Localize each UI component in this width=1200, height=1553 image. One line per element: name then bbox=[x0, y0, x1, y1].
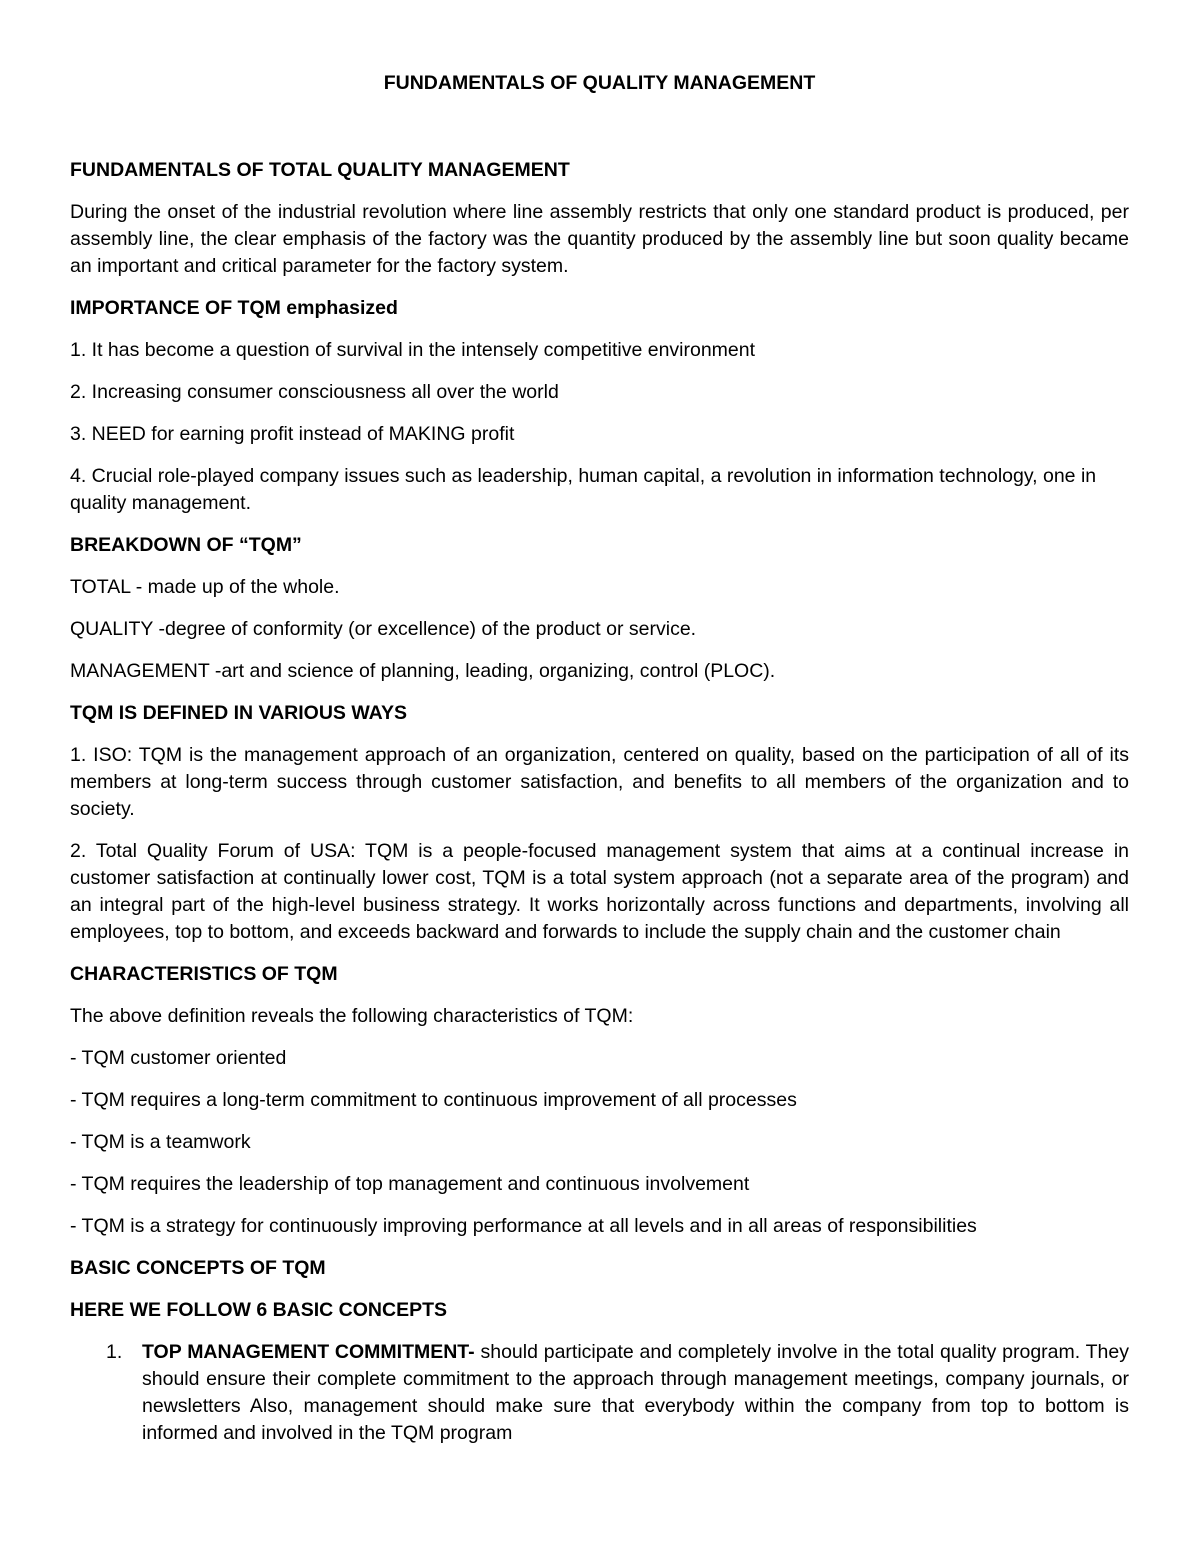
characteristic-item-2: - TQM requires a long-term commitment to continuous improvement of all processes bbox=[70, 1089, 797, 1111]
concept-item-1 bbox=[70, 1339, 1129, 1447]
paragraph-industrial-revolution: During the onset of the industrial revolution where line assembly restricts that only one standard product is produced, per assembly line, the clear emphasis of the factory was the quantity produced by the assembly line but soon quality became an important and critical parameter for the factory system. bbox=[70, 201, 1129, 277]
characteristic-item-4: - TQM requires the leadership of top management and continuous involvement bbox=[70, 1173, 750, 1195]
concepts-list bbox=[70, 1339, 1129, 1447]
definition-total-quality-forum: 2. Total Quality Forum of USA: TQM is a people-focused management system that aims at a continual increase in customer satisfaction at continually lower cost, TQM is a total system approach (not a separate area of the program) and an integral part of the high-level business strategy. It works horizontally across functions and departments, involving all employees, top to bottom, and exceeds backward and forwards to include the supply chain and the customer chain bbox=[70, 840, 1129, 943]
characteristics-intro: The above definition reveals the following characteristics of TQM: bbox=[70, 1005, 634, 1027]
concept-item-number: 1. bbox=[106, 1341, 123, 1363]
concept-item-lead: TOP MANAGEMENT COMMITMENT- bbox=[142, 1341, 475, 1363]
importance-item-3: 3. NEED for earning profit instead of MAKING profit bbox=[70, 423, 515, 445]
importance-item-4: 4. Crucial role-played company issues such as leadership, human capital, a revolution in information technology, one in quality management. bbox=[70, 465, 1097, 514]
document-title: FUNDAMENTALS OF QUALITY MANAGEMENT bbox=[383, 72, 816, 94]
heading-characteristics-tqm: CHARACTERISTICS OF TQM bbox=[70, 963, 338, 985]
characteristic-item-3: - TQM is a teamwork bbox=[70, 1131, 251, 1153]
heading-basic-concepts: BASIC CONCEPTS OF TQM bbox=[70, 1257, 326, 1279]
importance-item-2: 2. Increasing consumer consciousness all over the world bbox=[70, 381, 559, 403]
breakdown-item-quality: QUALITY -degree of conformity (or excellence) of the product or service. bbox=[70, 618, 697, 640]
importance-item-1: 1. It has become a question of survival in the intensely competitive environment bbox=[70, 339, 756, 361]
concept-item-text: should participate and completely involve in the total quality program. They should ensure their complete commitment to the approach through management meetings, company journals, or newsletters Also, management should make sure that everybody within the company from top to bottom is informed and involved in the TQM program bbox=[142, 1341, 1129, 1444]
definition-iso: 1. ISO: TQM is the management approach of an organization, centered on quality, based on the participation of all of its members at long-term success through customer satisfaction, and benefits to all members of the organization and to society. bbox=[70, 744, 1129, 820]
breakdown-item-total: TOTAL - made up of the whole. bbox=[70, 576, 340, 598]
breakdown-item-management: MANAGEMENT -art and science of planning, leading, organizing, control (PLOC). bbox=[70, 660, 776, 682]
characteristic-item-1: - TQM customer oriented bbox=[70, 1047, 287, 1069]
heading-breakdown-tqm: BREAKDOWN OF “TQM” bbox=[70, 534, 302, 556]
document-page bbox=[70, 70, 1129, 1447]
characteristic-item-5: - TQM is a strategy for continuously improving performance at all levels and in all areas of responsibilities bbox=[70, 1215, 977, 1237]
heading-tqm-defined: TQM IS DEFINED IN VARIOUS WAYS bbox=[70, 702, 407, 724]
heading-importance-tqm: IMPORTANCE OF TQM emphasized bbox=[70, 297, 398, 319]
subheading-six-concepts: HERE WE FOLLOW 6 BASIC CONCEPTS bbox=[70, 1299, 448, 1321]
heading-fundamentals-tqm: FUNDAMENTALS OF TOTAL QUALITY MANAGEMENT bbox=[70, 159, 570, 181]
